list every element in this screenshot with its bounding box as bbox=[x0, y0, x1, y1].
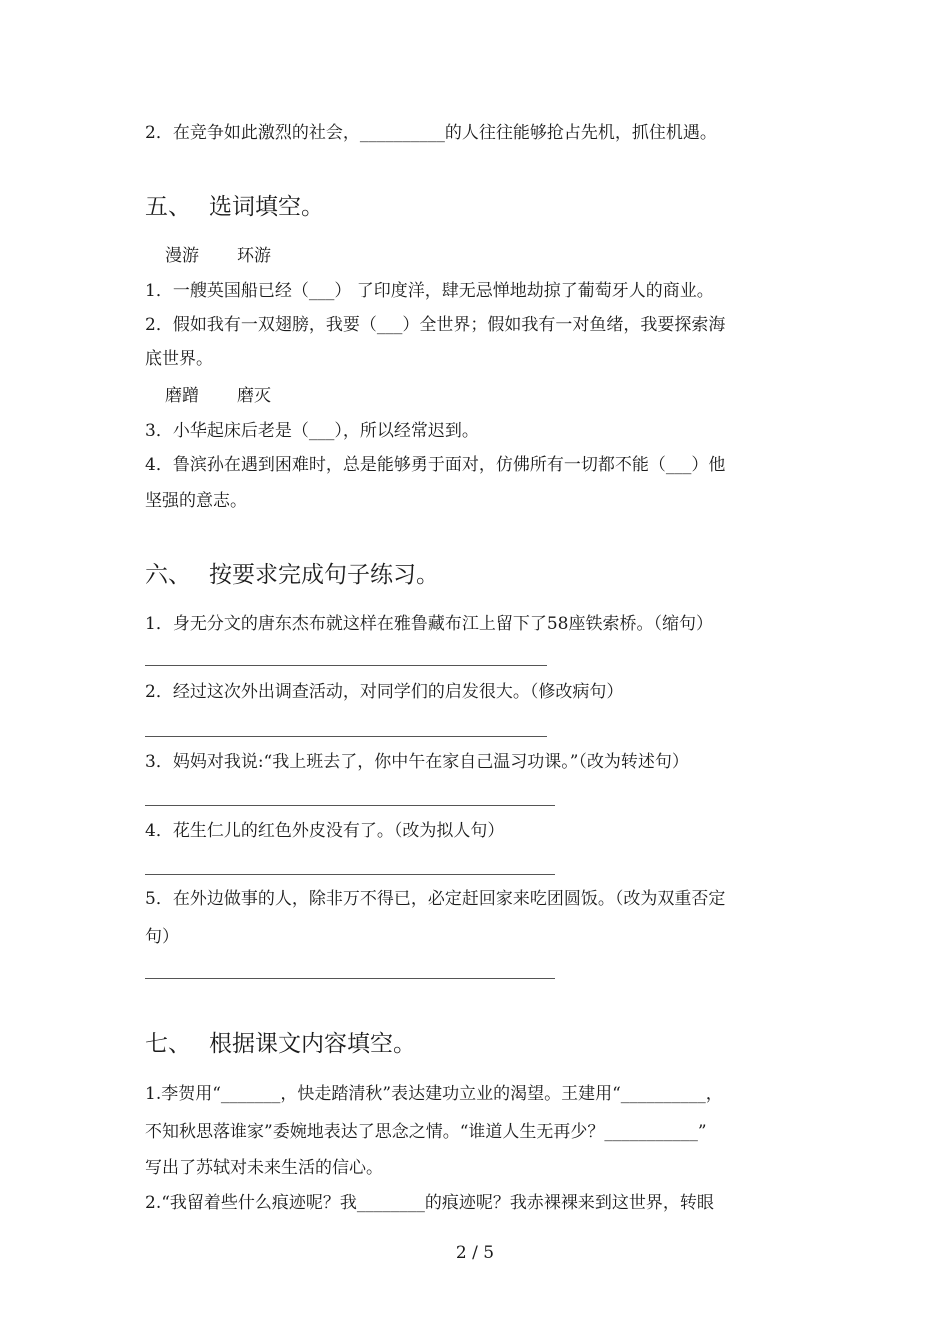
q5-item-4-line-2: 坚强的意志。 bbox=[145, 491, 247, 511]
q5-item-1: 1．一艘英国船已经（___） 了印度洋，肆无忌惮地劫掠了葡萄牙人的商业。 bbox=[145, 281, 714, 301]
word-choice: 漫游 bbox=[165, 246, 199, 266]
section-5-heading bbox=[145, 192, 324, 222]
q6-item-1: 1．身无分文的唐东杰布就这样在雅鲁藏布江上留下了58座铁索桥。（缩句） bbox=[145, 614, 713, 634]
section-5-title: 选词填空。 bbox=[209, 194, 324, 220]
answer-line[interactable] bbox=[145, 805, 555, 806]
section-7-title: 根据课文内容填空。 bbox=[209, 1031, 416, 1057]
section-7-heading bbox=[145, 1029, 416, 1059]
q6-item-3: 3．妈妈对我说:“我上班去了，你中午在家自己温习功课。”（改为转述句） bbox=[145, 752, 689, 772]
answer-line[interactable] bbox=[145, 978, 555, 979]
page-number: 2 / 5 bbox=[455, 1243, 495, 1263]
section-5-number: 五、 bbox=[145, 194, 191, 220]
word-choice: 磨蹭 bbox=[165, 386, 199, 406]
section-6-title: 按要求完成句子练习。 bbox=[209, 562, 439, 588]
answer-line[interactable] bbox=[145, 736, 547, 737]
answer-line[interactable] bbox=[145, 665, 547, 666]
word-choice: 磨灭 bbox=[237, 386, 271, 406]
q7-item-1-line-3: 写出了苏轼对未来生活的信心。 bbox=[145, 1158, 383, 1178]
answer-line[interactable] bbox=[145, 874, 555, 875]
q6-item-2: 2．经过这次外出调查活动，对同学们的启发很大。（修改病句） bbox=[145, 682, 624, 702]
q7-item-2-line-1: 2.“我留着些什么痕迹呢？我________的痕迹呢？我赤裸裸来到这世界，转眼 bbox=[145, 1193, 714, 1213]
word-choice: 环游 bbox=[237, 246, 271, 266]
word-choices-2 bbox=[165, 384, 271, 408]
section-7-number: 七、 bbox=[145, 1031, 191, 1057]
q6-item-5-line-1: 5．在外边做事的人，除非万不得已，必定赶回家来吃团圆饭。（改为双重否定 bbox=[145, 889, 726, 909]
q5-item-3: 3．小华起床后老是（___），所以经常迟到。 bbox=[145, 421, 479, 441]
q6-item-4: 4．花生仁儿的红色外皮没有了。（改为拟人句） bbox=[145, 821, 505, 841]
q5-item-2-line-2: 底世界。 bbox=[145, 349, 213, 369]
section-6-heading bbox=[145, 560, 439, 590]
q4-item-2: 2．在竞争如此激烈的社会，__________的人往往能够抢占先机，抓住机遇。 bbox=[145, 123, 717, 143]
q5-item-2-line-1: 2．假如我有一双翅膀，我要（___）全世界；假如我有一对鱼绪，我要探索海 bbox=[145, 315, 726, 335]
section-6-number: 六、 bbox=[145, 562, 191, 588]
q7-item-1-line-1: 1.李贺用“_______，快走踏清秋”表达建功立业的渴望。王建用“__________， bbox=[145, 1084, 723, 1104]
word-choices-1 bbox=[165, 244, 271, 268]
q7-item-1-line-2: 不知秋思落谁家”委婉地表达了思念之情。“谁道人生无再少？___________” bbox=[145, 1122, 707, 1142]
q5-item-4-line-1: 4．鲁滨孙在遇到困难时，总是能够勇于面对，仿佛所有一切都不能（___）他 bbox=[145, 455, 726, 475]
q6-item-5-line-2: 句） bbox=[145, 927, 179, 947]
